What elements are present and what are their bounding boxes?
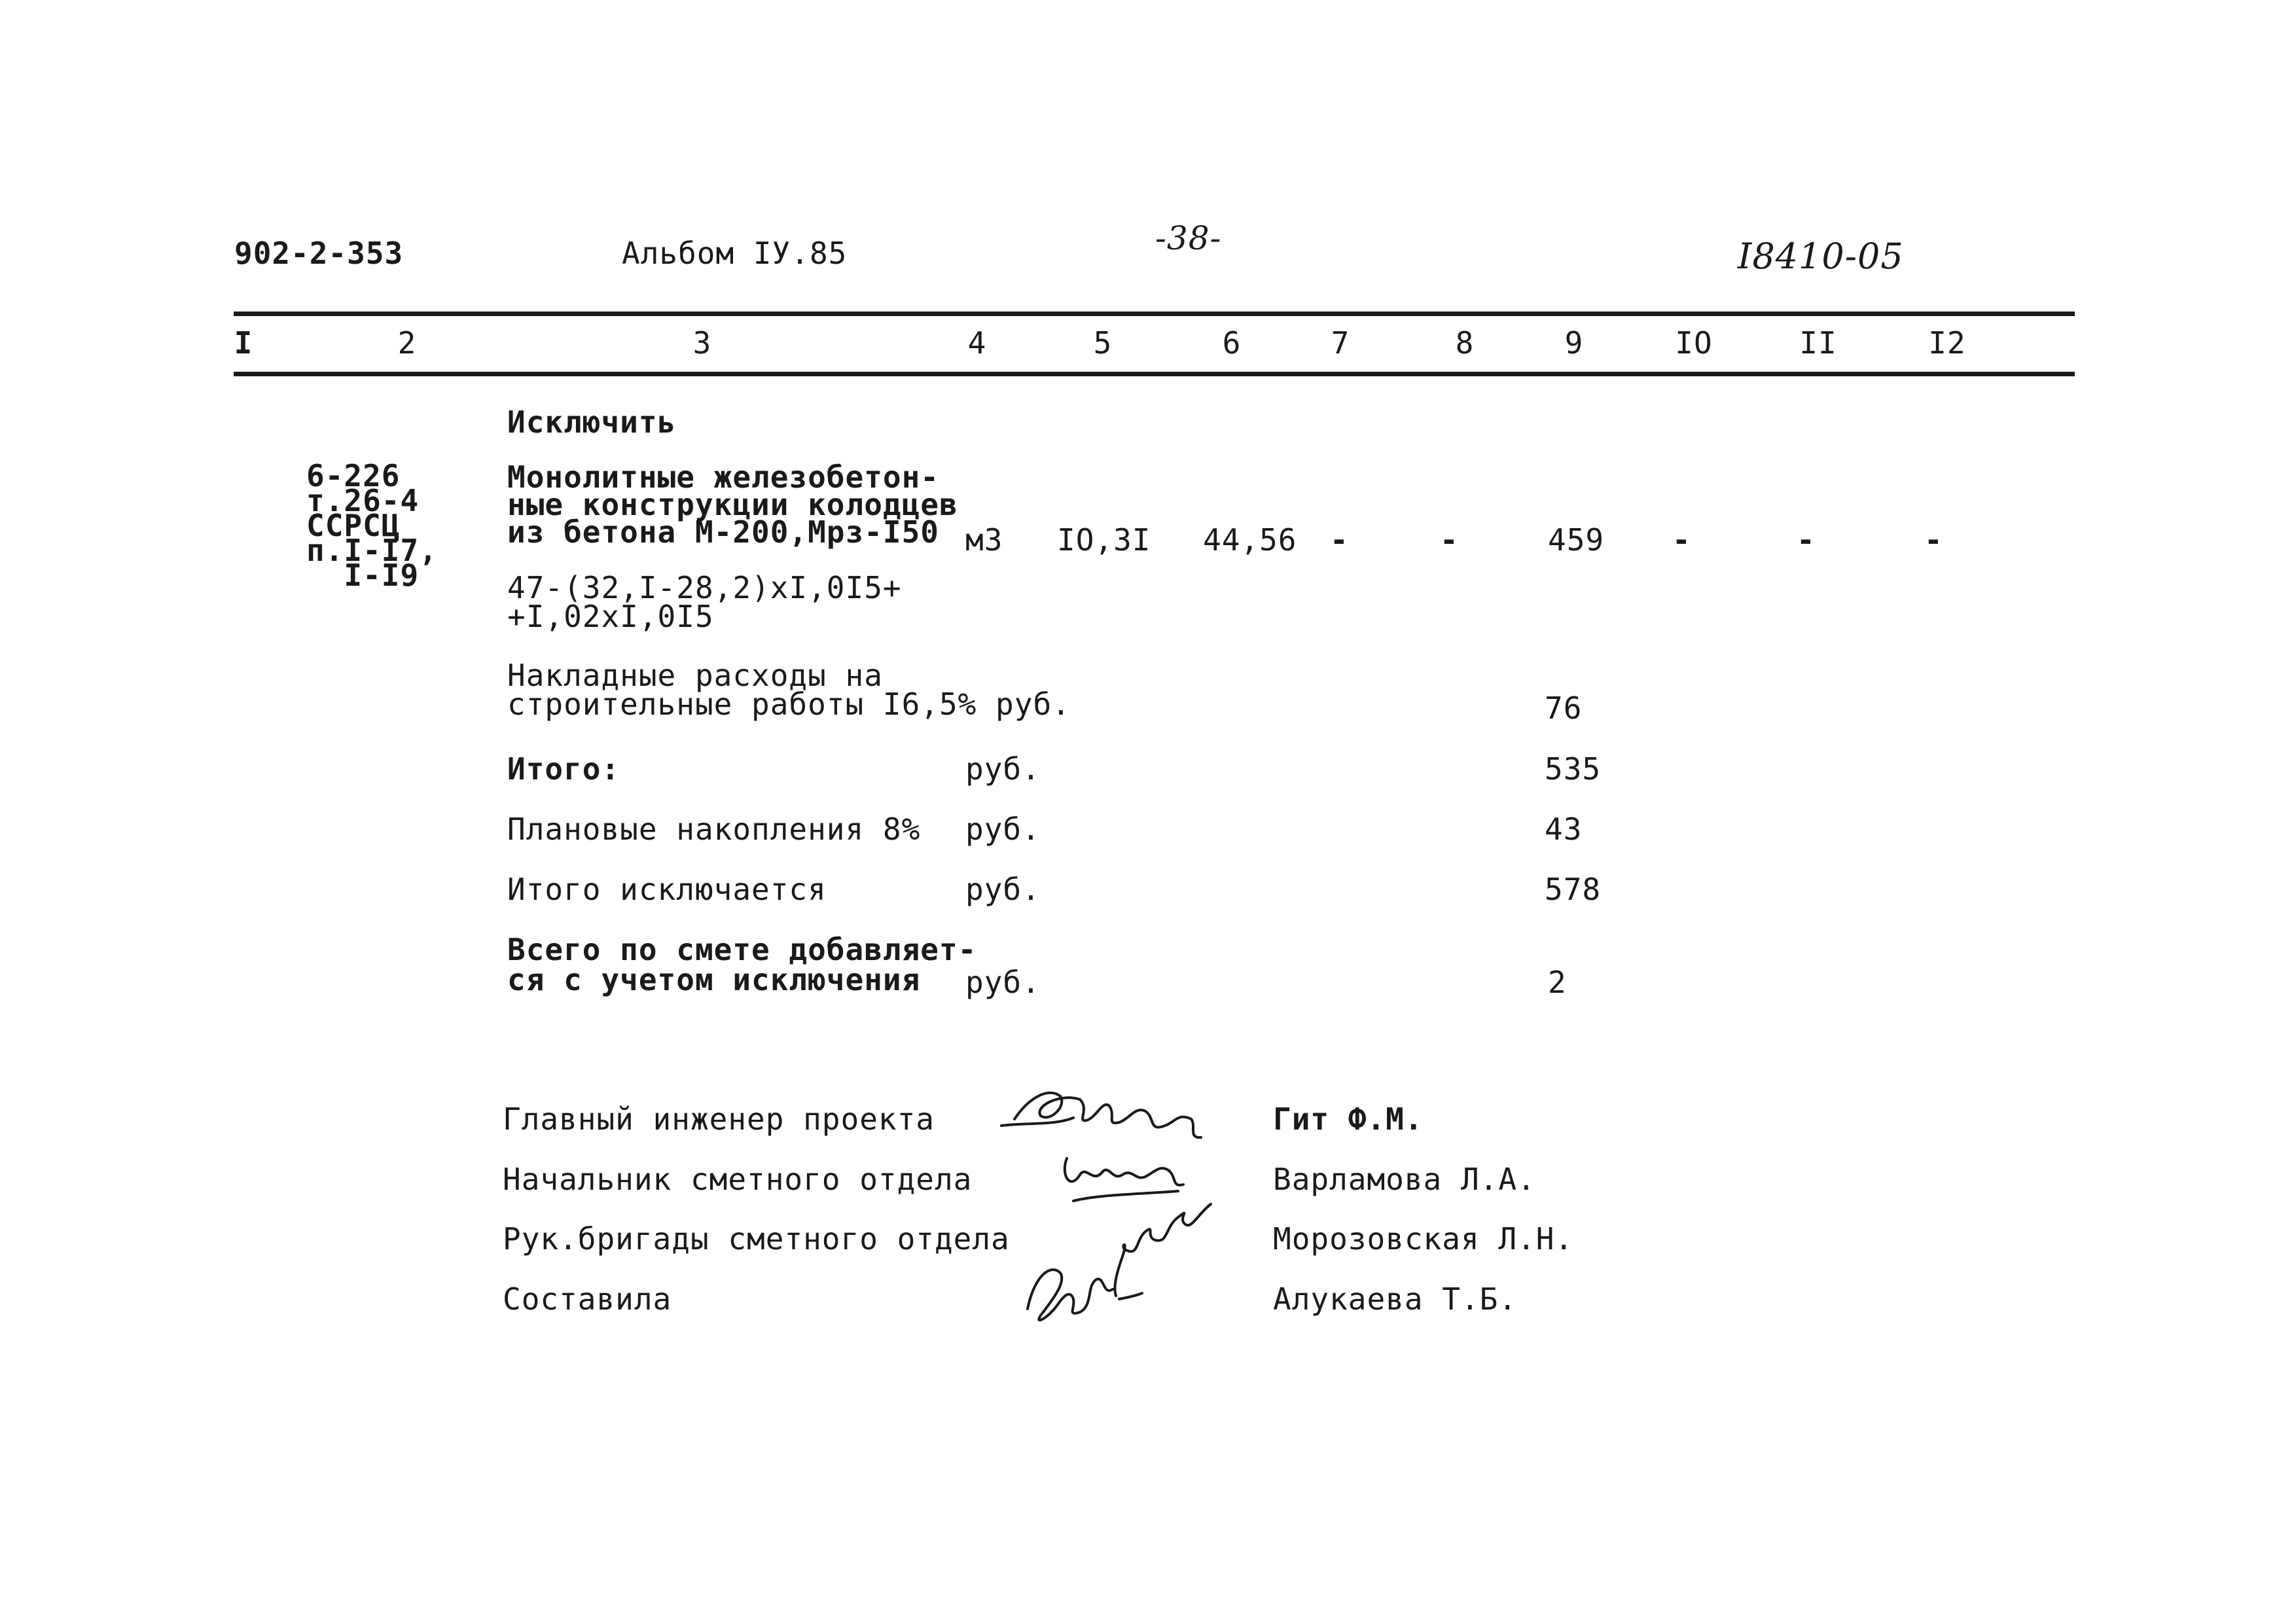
column-header: 5 [1093, 325, 1113, 361]
summary-label: Плановые накопления 8% [507, 812, 921, 847]
table-top-rule [234, 312, 2075, 316]
signatory-role: Составила [503, 1281, 672, 1317]
section-title: Исключить [507, 404, 677, 440]
item-col7: - [1330, 522, 1349, 558]
column-header: IO [1675, 325, 1713, 361]
signatory-name: Варламова Л.А. [1273, 1162, 1536, 1197]
summary-value: 2 [1548, 965, 1567, 1000]
signature-scribble [1065, 1158, 1183, 1185]
handwritten-signatures [988, 1060, 1289, 1348]
signature-scribble [1001, 1118, 1073, 1126]
column-header: 3 [692, 325, 712, 361]
summary-unit: руб. [965, 965, 1041, 1000]
summary-value: 43 [1545, 812, 1583, 847]
item-col12: - [1924, 522, 1943, 558]
item-description: Монолитные железобетон- ные конструкции колодцев из бетона М-200,Мрз-I50 [507, 459, 958, 550]
table-header-rule [234, 372, 2075, 376]
item-unit: м3 [965, 522, 1003, 558]
signatory-name: Морозовская Л.Н. [1273, 1221, 1574, 1257]
signatory-name: Алукаева Т.Б. [1273, 1281, 1518, 1317]
summary-label: Итого: [507, 751, 620, 787]
signatory-role: Рук.бригады сметного отдела [503, 1221, 1010, 1257]
summary-label: Накладные расходы на строительные работы I6,5% руб. [507, 658, 1071, 722]
summary-value: 76 [1545, 690, 1583, 726]
column-header: II [1799, 325, 1837, 361]
column-header: 8 [1455, 325, 1475, 361]
item-unit-price: 44,56 [1203, 522, 1297, 558]
item-col10: - [1672, 522, 1691, 558]
item-col8: - [1440, 522, 1459, 558]
page-number: -38- [1155, 219, 1222, 257]
column-header: 9 [1564, 325, 1584, 361]
signature-scribble [1119, 1293, 1142, 1299]
column-header: 2 [397, 325, 417, 361]
column-header: I2 [1928, 325, 1966, 361]
summary-label: Всего по смете добавляет- ся с учетом исключения [507, 932, 977, 997]
doc-code: 902-2-353 [234, 236, 404, 271]
item-formula: 47-(32,I-28,2)xI,0I5+ +I,02xI,0I5 [507, 570, 902, 634]
summary-label: Итого исключается [507, 872, 827, 907]
column-header: I [234, 325, 253, 361]
signature-scribble [1014, 1093, 1201, 1137]
signatory-role: Главный инженер проекта [503, 1101, 935, 1137]
summary-unit: руб. [965, 812, 1041, 847]
item-reference: 6-226 т.26-4 ССРСЦ п.I-I7, I-I9 [306, 458, 438, 593]
item-quantity: IO,3I [1057, 522, 1151, 558]
doc-number: I8410-05 [1738, 236, 1904, 277]
summary-unit: руб. [965, 872, 1041, 907]
item-col11: - [1797, 522, 1816, 558]
album-label: Альбом IУ.85 [622, 236, 848, 271]
item-total: 459 [1548, 522, 1605, 558]
column-header: 4 [967, 325, 987, 361]
signature-scribble [1115, 1204, 1211, 1296]
signatory-name: Гит Ф.М. [1273, 1101, 1424, 1137]
signature-scribble [1028, 1270, 1113, 1320]
column-header: 6 [1222, 325, 1242, 361]
summary-unit: руб. [965, 751, 1041, 787]
summary-value: 535 [1545, 751, 1602, 787]
signature-scribble [1073, 1191, 1178, 1201]
column-header: 7 [1331, 325, 1350, 361]
signatory-role: Начальник сметного отдела [503, 1162, 973, 1197]
summary-value: 578 [1545, 872, 1602, 907]
